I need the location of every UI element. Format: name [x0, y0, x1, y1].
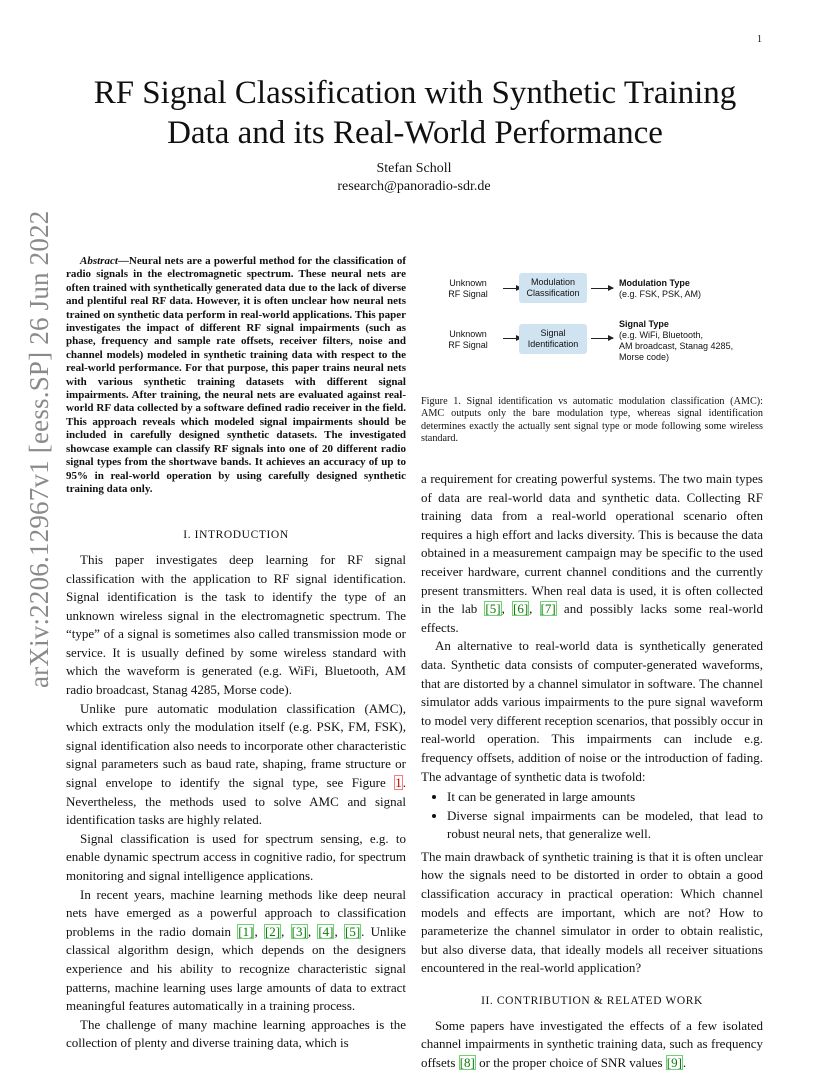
- figure-1-caption: Figure 1. Signal identification vs automatic modulation classification (AMC): AMC outputs only the bare modulation type, whereas signal identification determines exactly the actually sent signal type or mode following some wireless standard.: [421, 396, 763, 445]
- fig-row2-arrow-out: [591, 338, 613, 339]
- fig-row2-input-label: Unknown RF Signal: [448, 329, 488, 350]
- citation-link[interactable]: [8]: [459, 1054, 475, 1070]
- citation-link[interactable]: [5]: [485, 601, 501, 617]
- abstract-body: —Neural nets are a powerful method for the classification of radio signals in the electromagnetic spectrum. These neural nets are often trained with synthetically generated data due to the lack of diverse and plentiful real RF data. However, it is often unclear how neural nets trained on synthetic data perform in real-world applications. This paper investigates the impact of different RF signal impairments (such as phase, frequency and sample rate offsets, receiver filters, noise and channel models) modeled in synthetic training data with respect to the real-world performance. For that purpose, this paper trains neural nets with various synthetic training datasets with different signal impairments. After training, the neural nets are evaluated against real-world RF data collected by a software defined radio receiver in the field. This approach reveals which modeled signal impairments should be included in carefully designed synthetic datasets. The investigated showcase example can classify RF signals into one of 20 different radio signal types from the shortwave bands. It achieves an accuracy of up to 95% in real-world operation by using carefully designed synthetic training data only.: [66, 255, 406, 495]
- citation-link[interactable]: [5]: [344, 923, 361, 939]
- fig-row1-input-label: Unknown RF Signal: [448, 278, 488, 299]
- figure-1-link[interactable]: 1: [395, 775, 402, 791]
- arxiv-watermark: arXiv:2206.12967v1 [eess.SP] 26 Jun 2022: [24, 210, 54, 688]
- intro-paragraph-3: Signal classification is used for spectrum sensing, e.g. to enable dynamic spectrum access in cognitive radio, for spectrum monitoring and signal intelligence applications.: [66, 830, 406, 883]
- right-p1-text-b: and possibly lacks some real-world effects.: [421, 601, 763, 635]
- fig-row1-output: [619, 278, 701, 300]
- intro-p2-text-a: Unlike pure automatic modulation classification (AMC), which extracts only the modulation itself (e.g. PSK, FM, FSK), signal identification also needs to incorporate other characteristic signal parameters such as baud rate, shaping, frame structure or signal envelope to identify the signal type, see Figure: [66, 700, 406, 791]
- left-column: [66, 255, 406, 1053]
- right-paragraph-3: The main drawback of synthetic training is that it is often unclear how the signals need to be distorted in order to obtain a good classification accuracy in practical operation: Which channel models and effects are important, which are not? How to parameterize the channel simulator in order to obtain realistic, but also diverse data, that ideally models all receiver situations encountered in the real-world application?: [421, 848, 763, 976]
- right-paragraph-1: a requirement for creating powerful systems. The two main types of data are real-world data and synthetic data. Collecting RF training data from a real-world operational scenario often requires a high effort and lacks diversity. This is because the data obtained in a measurement campaign may be specific to the used receiver hardware, current channel conditions and the currently present transmitters. When real data is used, it is often collected in the lab [5], [6], [7] and possibly lacks some real-world effects.: [421, 471, 763, 635]
- fig-row1-arrow-out: [591, 288, 613, 289]
- citation-link[interactable]: [1]: [238, 923, 254, 939]
- title-line-2: Data and its Real-World Performance: [167, 115, 663, 151]
- author-email: research@panoradio-sdr.de: [337, 179, 491, 194]
- intro-p2-text-b: . Nevertheless, the methods used to solve AMC and signal identification tasks are highly related.: [66, 775, 406, 828]
- figure-1-diagram: [421, 268, 763, 378]
- citation-link[interactable]: [7]: [540, 601, 556, 617]
- right-p4-text-b: or the proper choice of SNR values: [475, 1054, 666, 1070]
- fig-modulation-type-title: Modulation Type: [619, 278, 690, 288]
- intro-p4-text-a: In recent years, machine learning methods like deep neural nets have emerged as a powerful approach to classification problems in the radio domain: [66, 886, 406, 939]
- page-number: 1: [757, 34, 762, 45]
- intro-paragraph-2: [66, 700, 406, 830]
- intro-paragraph-4: In recent years, machine learning methods like deep neural nets have emerged as a powerful approach to classification problems in the radio domain [1], [2], [3], [4], [5]. Unlike classical algorithm design, which depends on the designers experience and his ability to recognize characteristic signal patterns, machine learning uses large amounts of data to extract meaningful features automatically in a training process.: [66, 886, 407, 1014]
- citation-link[interactable]: [6]: [512, 601, 529, 617]
- citation-link[interactable]: [4]: [318, 923, 334, 939]
- fig-signal-type-examples: (e.g. WiFi, Bluetooth, AM broadcast, Stanag 4285, Morse code): [619, 330, 734, 362]
- fig-row2-output: [619, 319, 733, 363]
- author-name: Stefan Scholl: [376, 161, 452, 176]
- author-block: [214, 160, 614, 196]
- right-column: [421, 470, 763, 1072]
- right-paragraph-2: An alternative to real-world data is synthetically generated data. Synthetic data consists of computer-generated waveforms, that are distorted by a channel simulator in software. The channel simulator adds various impairments to the pure signal waveform to model very different reception scenarios, that possibly occur in real-world operation. This impairments can include e.g. frequency offsets, addition of noise or the introduction of fading. The advantage of synthetic data is twofold:: [421, 638, 763, 784]
- advantages-list: [421, 788, 763, 844]
- section-heading-contribution: II. CONTRIBUTION & RELATED WORK: [481, 995, 703, 1008]
- citation-link[interactable]: [9]: [666, 1054, 682, 1070]
- list-item: • Diverse signal impairments can be modeled, that lead to robust neural nets, that generalize well.: [447, 807, 763, 844]
- right-p4-text-a: Some papers have investigated the effects of a few isolated channel impairments in synthetic training data, such as frequency offsets: [421, 1017, 763, 1070]
- paper-title: [60, 73, 770, 153]
- abstract-lead: Abstract: [80, 255, 118, 267]
- fig-signal-type-title: Signal Type: [619, 319, 669, 329]
- fig-modulation-type-examples: (e.g. FSK, PSK, AM): [619, 289, 702, 299]
- citation-link[interactable]: [2]: [264, 923, 281, 939]
- abstract: [66, 255, 406, 496]
- right-paragraph-4: [421, 1017, 763, 1072]
- intro-paragraph-1: This paper investigates deep learning for RF signal classification with the application to RF signal identification. Signal identification is the task to identify the type of an unknown wireless signal in the electromagnetic spectrum. The “type” of a signal is sometimes also called transmission mode or service. It is usually defined by some wireless standard with which the waveform is generated (e.g. WiFi, Bluetooth, AM radio broadcast, Stanag 4285, Morse code).: [66, 551, 406, 698]
- intro-p4-text-b: . Unlike classical algorithm design, which depends on the designers experience and his ability to recognize characteristic signal patterns, machine learning uses large amounts of data to extract meaningful features automatically in a training process.: [66, 923, 407, 1014]
- right-p1-text-a: a requirement for creating powerful systems. The two main types of data are real-world data and synthetic data. Collecting RF training data from a real-world operational scenario often requires a high effort and lacks diversity. This is because the data obtained in a measurement campaign may be specific to the used receiver hardware, current channel conditions and the currently present transmitters. When real data is used, it is often collected in the lab: [421, 471, 763, 617]
- section-heading-introduction: I. INTRODUCTION: [183, 529, 289, 542]
- list-item: • It can be generated in large amounts: [447, 788, 763, 807]
- right-p4-text-c: .: [682, 1054, 687, 1070]
- intro-paragraph-5: The challenge of many machine learning approaches is the collection of plenty and diverse training data, which is: [66, 1016, 406, 1051]
- fig-signal-identification-box: Signal Identification: [519, 324, 587, 354]
- fig-modulation-classification-box: Modulation Classification: [519, 273, 587, 303]
- citation-link[interactable]: [3]: [291, 923, 307, 939]
- title-line-1: RF Signal Classification with Synthetic Training: [93, 75, 737, 111]
